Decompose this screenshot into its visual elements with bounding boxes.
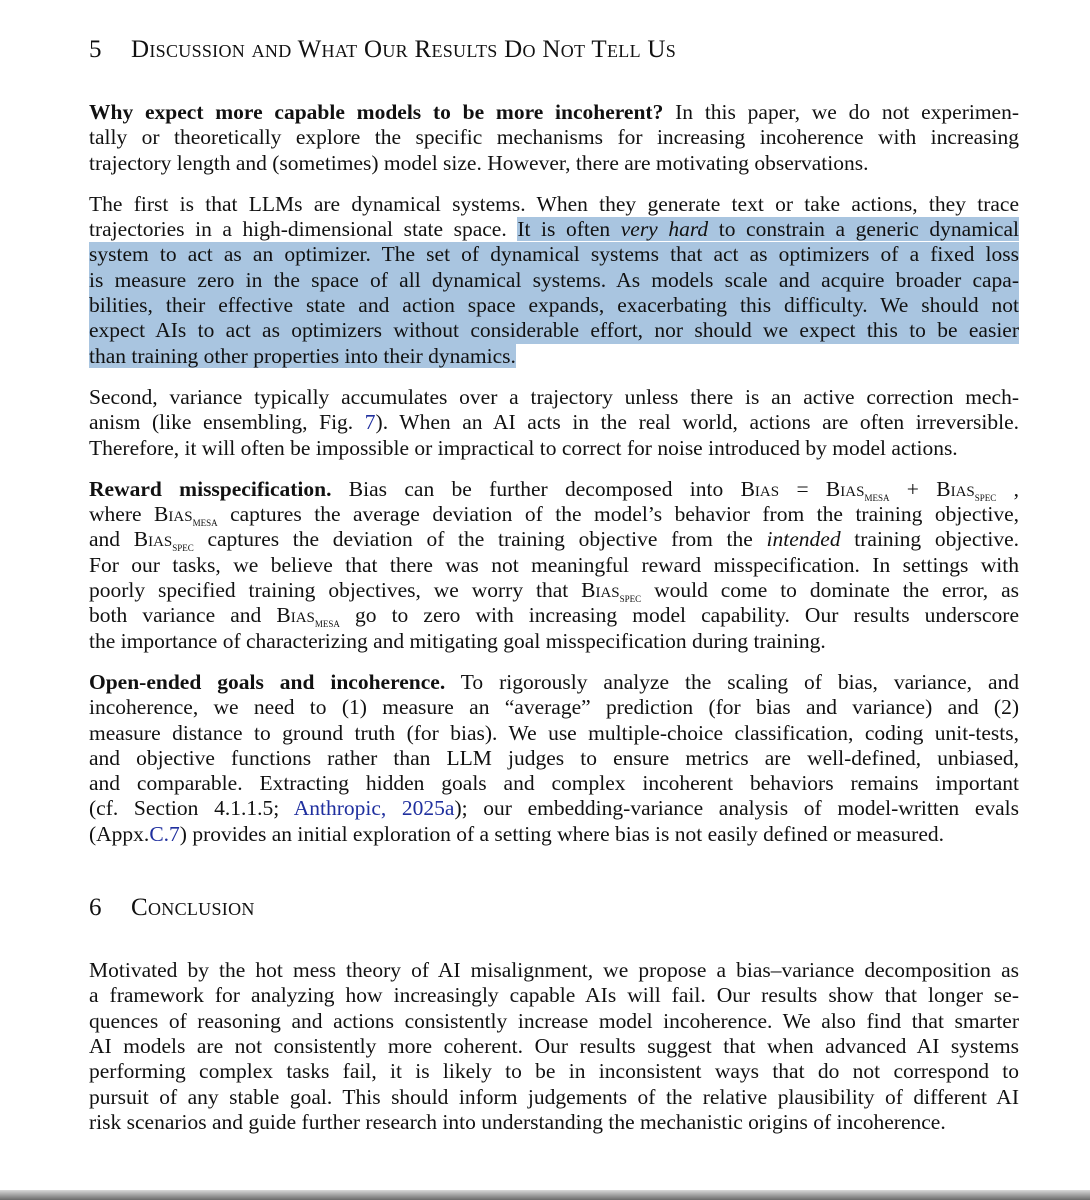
paragraph-open-ended-goals[interactable]: Open-ended goals and incoherence. To rigorously analyze the scaling of bias, variance, and incoherence, we need to (1) measure an “average” prediction (for bias and variance) and (2) measure distance to ground truth (for bias). We use multiple-choice classification, coding unit-tests, and objective functions rather than LLM judges to ensure metrics are well-defined, unbiased, and comparable. Extracting hidden goals and complex incoherent behaviors remains important (cf. Section 4.1.1.5; Anthropic, 2025a); our embedding-variance analysis of model-written evals (Appx.C.7) provides an initial exploration of a setting where bias is not easily defined or measured. xyxy=(89,669,1020,846)
citation-link[interactable]: Anthropic, 2025a xyxy=(293,796,455,821)
paragraph-lead: Open-ended goals and incoherence. xyxy=(89,669,446,694)
text-line: For our tasks, we believe that there was not meaningful reward misspecification. In settings with xyxy=(89,552,1019,577)
appendix-link[interactable]: C.7 xyxy=(149,821,180,846)
text-line: Second, variance typically accumulates over a trajectory unless there is an active correction mech- xyxy=(89,384,1019,409)
emphasis-text: very hard xyxy=(620,217,709,242)
text-line: and comparable. Extracting hidden goals and complex incoherent behaviors remains important xyxy=(89,771,1019,796)
text-line: tally or theoretically explore the specific mechanisms for increasing incoherence with increasing xyxy=(89,125,1019,150)
paragraph-conclusion[interactable] xyxy=(89,958,1019,1135)
selected-text-line: than training other properties into their dynamics. xyxy=(89,343,516,368)
text-segment: trajectories in a high-dimensional state space. xyxy=(89,217,518,242)
paragraph-lead: Why expect more capable models to be more incoherent? xyxy=(89,100,664,124)
section-title: Conclusion xyxy=(131,894,255,922)
paragraph-dynamical-systems[interactable] xyxy=(89,192,1019,369)
emphasis-text: intended xyxy=(766,527,841,552)
text-line: In this paper, we do not experimen- xyxy=(663,100,1020,124)
paragraph-reward-misspecification[interactable]: Reward misspecification. Bias can be further decomposed into Bias = Bias$_{mesa}$ + Bias$_{spec}$ , where Bias$_{mesa}$ captures the average deviation of the model’s behavior from the training objective, and Bias$_{spec}$ captures the deviation of the training objective from the intended training objective. For our tasks, we believe that there was not meaningful reward misspecification. In settings with poorly specified training objectives, we worry that Bias$_{spec}$ would come to dominate the error, as both variance and Bias$_{mesa}$ go to zero with increasing model capability. Our results underscore the importance of characterizing and mitigating goal misspecification during training. xyxy=(89,476,1020,653)
text-line: measure distance to ground truth (for bias). We use multiple-choice classification, coding unit-tests, xyxy=(89,720,1019,745)
selected-text-line: expect AIs to act as optimizers without considerable effort, nor should we expect this to be easier xyxy=(89,318,1019,343)
text-line: incoherence, we need to (1) measure an “average” prediction (for bias and variance) and (2) xyxy=(89,695,1019,720)
section-heading-5 xyxy=(89,36,1019,64)
section-number: 5 xyxy=(89,36,102,63)
selected-text-line: system to act as an optimizer. The set of dynamical systems that act as optimizers of a fixed loss xyxy=(89,242,1019,267)
text-line: performing complex tasks fail, it is likely to be in inconsistent ways that do not correspond to xyxy=(89,1059,1019,1084)
text-line: Motivated by the hot mess theory of AI misalignment, we propose a bias–variance decomposition as xyxy=(89,958,1019,983)
paragraph-why-incoherent[interactable] xyxy=(89,100,1019,176)
text-line: Therefore, it will often be impossible or impractical to correct for noise introduced by model actions. xyxy=(89,435,958,460)
text-line: a framework for analyzing how increasingly capable AIs will fail. Our results show that longer se- xyxy=(89,983,1019,1008)
text-line: the importance of characterizing and mitigating goal misspecification during training. xyxy=(89,628,826,653)
paragraph-lead: Reward misspecification. xyxy=(89,476,332,501)
window-bottom-edge xyxy=(0,1190,1090,1200)
text-line: trajectory length and (sometimes) model size. However, there are motivating observations. xyxy=(89,150,869,175)
text-line: The first is that LLMs are dynamical systems. When they generate text or take actions, they trace xyxy=(89,191,1019,216)
math-bias: Bias xyxy=(740,476,780,501)
text-line: risk scenarios and guide further research into understanding the mechanistic origins of incoherence. xyxy=(89,1109,946,1134)
text-line: pursuit of any stable goal. This should inform judgements of the relative plausibility of different AI xyxy=(89,1084,1019,1109)
text-line: and objective functions rather than LLM judges to ensure metrics are well-defined, unbiased, xyxy=(89,745,1019,770)
selected-text-line: bilities, their effective state and action space expands, exacerbating this difficulty. We should not xyxy=(89,293,1019,318)
selected-text-line: is measure zero in the space of all dynamical systems. As models scale and acquire broader capa- xyxy=(89,267,1019,292)
paper-page xyxy=(89,36,1019,1151)
selected-text: It is often very hard to constrain a generic dynamical xyxy=(517,217,1019,242)
paragraph-variance[interactable]: Second, variance typically accumulates over a trajectory unless there is an active correction mech- anism (like ensembling, Fig. 7). When an AI acts in the real world, actions are often irreversible. Therefore, it will often be impossible or impractical to correct for noise introduced by model actions. xyxy=(89,384,1019,460)
section-number: 6 xyxy=(89,894,102,922)
text-line: quences of reasoning and actions consistently increase model incoherence. We also find that smarter xyxy=(89,1008,1019,1033)
text-line: AI models are not consistently more coherent. Our results suggest that when advanced AI systems xyxy=(89,1033,1019,1058)
section-heading-6 xyxy=(89,894,1019,922)
figure-link[interactable]: 7 xyxy=(364,410,376,435)
section-title: Discussion and What Our Results Do Not Tell Us xyxy=(131,36,677,63)
